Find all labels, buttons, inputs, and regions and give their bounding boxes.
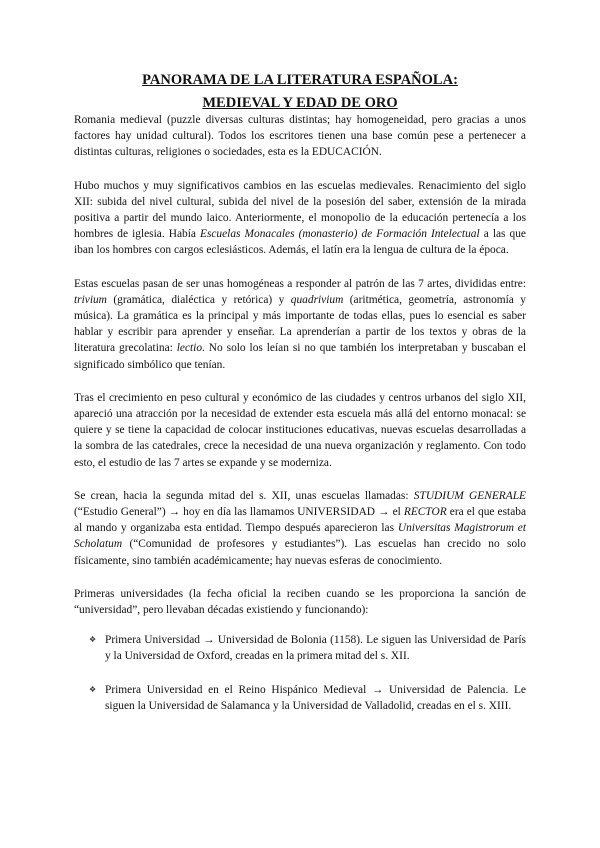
text-run: a las que iban los hombres con cargos eclesiásticos. Además, el latín era la lengua de cultura de la época. [74, 228, 526, 257]
text-run: Hubo muchos y muy significativos cambios en las escuelas medievales. Renacimiento del siglo XII: subida del nivel cultural, subida del nivel de la posesión del saber, extensión de la mirada positiva a partir del mundo laico. Anteriormente, el monopolio de la educación pertenecía a los hombres de iglesia. Había [74, 179, 526, 241]
text-run: Estas escuelas pasan de ser unas homogéneas a responder al patrón de las 7 artes, divididas entre: [74, 277, 526, 290]
diamond-bullet-icon: ❖ [89, 684, 97, 694]
italic-escuelas-monacales: Escuelas Monacales (monasterio) de Formación Intelectual [199, 228, 480, 241]
diamond-bullet-icon: ❖ [89, 635, 97, 645]
document-subtitle: MEDIEVAL Y EDAD DE ORO [202, 95, 398, 111]
text-run: (gramática, dialéctica y retórica) y [106, 293, 291, 306]
paragraph-romania-medieval: Romania medieval (puzzle diversas culturas distintas; hay homogeneidad, pero gracias a unos factores hay unidad cultural). Todos los escritores tienen una base común pese a pertenecer a distintas culturas, religiones o sociedades, esta es la EDUCACIÓN. [74, 114, 526, 159]
paragraph-primeras-universidades: Primeras universidades (la fecha oficial la reciben cuando se les proporciona la sanción de “universidad”, pero llevaban décadas existiendo y funcionando): [74, 587, 526, 617]
text-run: (“Estudio General”) → hoy en día las llamamos UNIVERSIDAD → el [74, 506, 404, 519]
paragraph-crecimiento-ciudades: Tras el crecimiento en peso cultural y económico de las ciudades y centros urbanos del siglo XII, apareció una atracción por la necesidad de extender esta escuela más allá del entorno monacal: se quiere y se tiene la capacidad de colocar instituciones educativas, nuevas escuelas desarrolladas a la sombra de las catedrales, crece la necesidad de una nueva organización y reglamento. Con todo esto, el estudio de las 7 artes se expande y se moderniza. [74, 391, 526, 469]
italic-trivium: trivium [74, 293, 107, 306]
document-title: PANORAMA DE LA LITERATURA ESPAÑOLA: [142, 72, 458, 88]
list-item-text: Primera Universidad → Universidad de Bolonia (1158). Le siguen las Universidad de París y la Universidad de Oxford, creadas en la primera mitad del s. XII. [105, 634, 526, 663]
italic-lectio: lectio [176, 342, 203, 355]
list-item [74, 682, 526, 714]
paragraph-siete-artes [74, 276, 526, 373]
list-item-text: Primera Universidad en el Reino Hispánico Medieval → Universidad de Palencia. Le siguen la Universidad de Salamanca y la Universidad de Valladolid, creadas en el s. XIII. [105, 683, 526, 712]
universities-list [74, 632, 526, 714]
italic-quadrivium: quadrivium [290, 293, 344, 306]
paragraph-escuelas-medievales [74, 178, 526, 259]
text-run: era el que estaba al mando y organizaba esta entidad. Tiempo después aparecieron las [74, 506, 527, 535]
italic-studium-generale: STUDIUM GENERALE [413, 489, 526, 502]
italic-universitas: Universitas Magistrorum et Scholatum [74, 522, 527, 551]
text-run: Se crean, hacia la segunda mitad del s. XII, unas escuelas llamadas: [74, 489, 414, 502]
list-item [74, 632, 526, 664]
paragraph-studium-generale [74, 488, 526, 569]
italic-rector: RECTOR [403, 506, 447, 519]
text-run: (aritmética, geometría, astronomía y música). La gramática es la principal y más importante de todas ellas, pues lo esencial es saber hablar y escribir para aprender y enseñar. La aprenderían a partir de los textos y obras de la literatura grecolatina: [74, 293, 526, 355]
text-run: (“Comunidad de profesores y estudiantes”). Las escuelas han crecido no solo físicamente, sino también académicamente; hay nuevas esferas de conocimiento. [74, 538, 526, 567]
text-run: . No solo los leían si no que también los interpretaban y buscaban el significado simbólico que tenían. [74, 342, 526, 371]
